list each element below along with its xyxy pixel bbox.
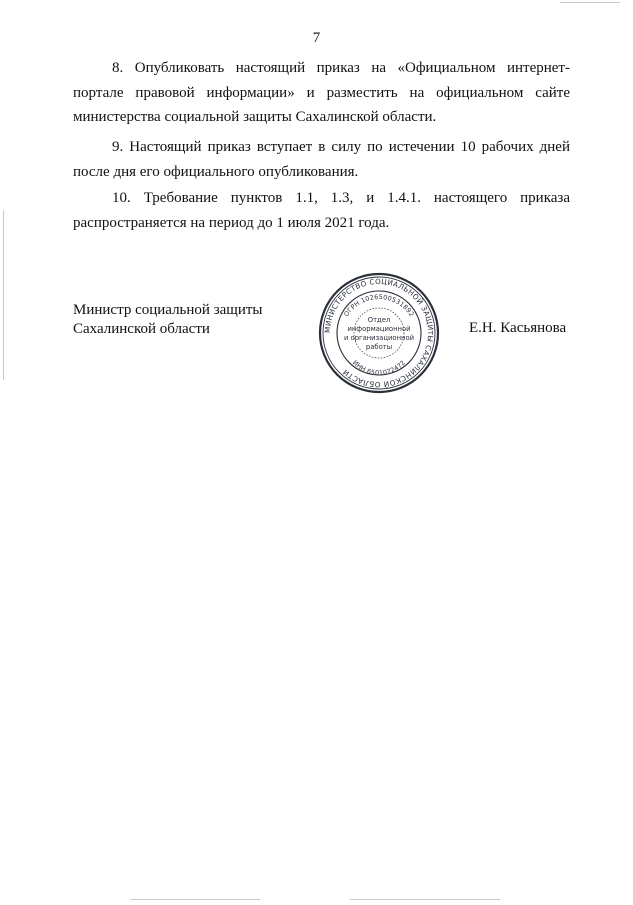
signature-title-line-1: Министр социальной защиты <box>73 302 263 318</box>
scan-artifact <box>3 210 4 380</box>
svg-text:ОГРН 1026500531892 <box>342 293 416 318</box>
signature-title-line-2: Сахалинской области <box>73 321 210 337</box>
scan-artifact <box>130 899 260 900</box>
stamp-center-line-4: работы <box>365 343 393 351</box>
official-seal-stamp <box>316 270 442 396</box>
stamp-inn: ИНН 6501072472 <box>351 358 407 378</box>
scan-artifact <box>350 899 500 900</box>
stamp-center-line-3: и организационной <box>343 334 415 342</box>
stamp-center-line-1: Отдел <box>367 316 391 324</box>
scan-artifact <box>560 2 620 3</box>
page-number: 7 <box>312 30 321 46</box>
svg-text:ИНН 6501072472 <box>351 359 407 377</box>
stamp-center-line-2: информационной <box>347 325 411 333</box>
seal-icon <box>316 270 442 396</box>
stamp-outer-text: МИНИСТЕРСТВО СОЦИАЛЬНОЙ ЗАЩИТЫ САХАЛИНСКОЙ ОБЛАСТИ <box>322 276 436 390</box>
signature-name: Е.Н. Касьянова <box>469 320 567 336</box>
paragraph-8: 8. Опубликовать настоящий приказ на «Официальном интернет-портале правовой информации» и разместить на официальном сайте министерства социальной защиты Сахалинской области. <box>73 60 570 125</box>
paragraph-10: 10. Требование пунктов 1.1, 1.3, и 1.4.1. настоящего приказа распространяется на период до 1 июля 2021 года. <box>73 190 570 231</box>
paragraph-9: 9. Настоящий приказ вступает в силу по истечении 10 рабочих дней после дня его официального опубликования. <box>73 139 570 180</box>
stamp-ogrn: ОГРН 1026500531892 <box>342 292 416 319</box>
signature-title <box>73 301 263 339</box>
